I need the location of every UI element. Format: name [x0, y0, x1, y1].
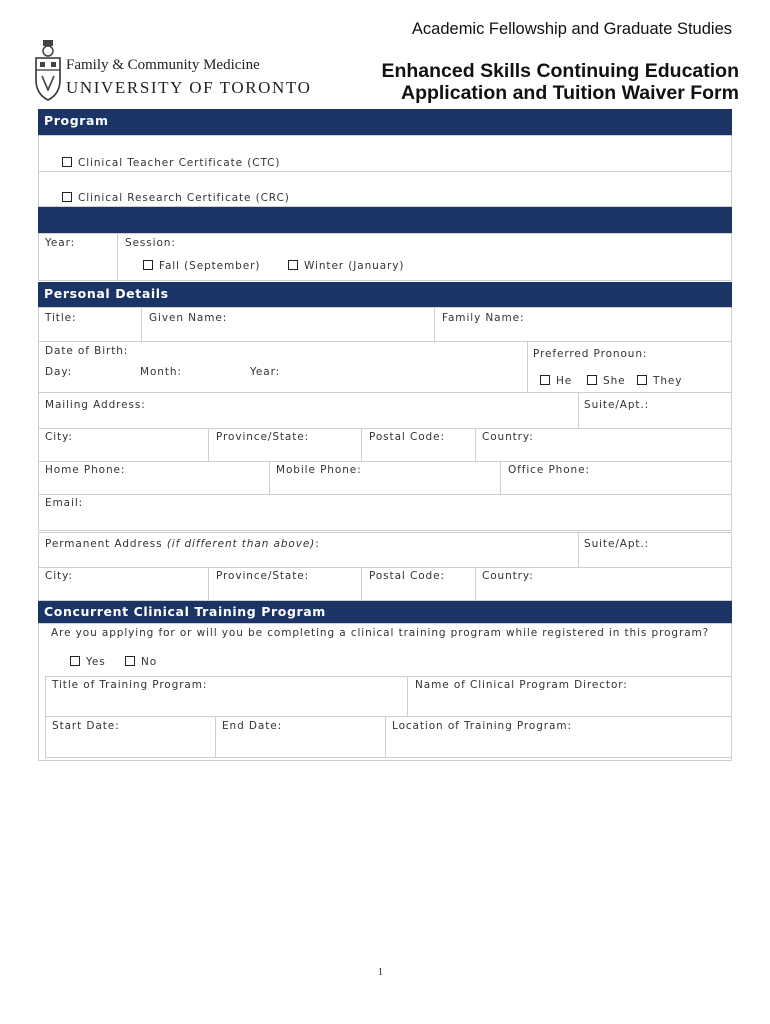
permanent-address-note: (if different than above)	[166, 538, 316, 550]
program-section-header: Program	[38, 109, 732, 135]
permanent-address-text: Permanent Address	[45, 538, 163, 550]
winter-checkbox[interactable]	[288, 260, 404, 272]
page-number: 1	[378, 967, 383, 978]
checkbox-icon	[62, 157, 72, 167]
permanent-suite-label: Suite/Apt.:	[584, 538, 650, 550]
postal-code-label: Postal Code:	[369, 431, 445, 443]
pronoun-he-label: He	[556, 375, 573, 387]
checkbox-icon	[62, 192, 72, 202]
program-divider-bar	[38, 207, 732, 233]
checkbox-icon	[637, 375, 647, 385]
pronoun-she-label: She	[603, 375, 626, 387]
concurrent-yes-label: Yes	[86, 656, 106, 668]
email-field[interactable]	[38, 494, 732, 531]
permanent-postal-label: Postal Code:	[369, 570, 445, 582]
pronoun-they-checkbox[interactable]	[637, 375, 682, 387]
office-phone-label: Office Phone:	[508, 464, 590, 476]
province-label: Province/State:	[216, 431, 310, 443]
form-title	[360, 60, 739, 104]
fall-label: Fall (September)	[159, 260, 261, 272]
end-date-label: End Date:	[222, 720, 283, 732]
crc-label: Clinical Research Certificate (CRC)	[78, 192, 290, 204]
permanent-address-colon: :	[315, 538, 320, 550]
checkbox-icon	[288, 260, 298, 270]
concurrent-question: Are you applying for or will you be completing a clinical training program while registered in this program?	[51, 627, 710, 639]
program-director-label: Name of Clinical Program Director:	[415, 679, 628, 691]
dob-year-label: Year:	[250, 366, 281, 378]
concurrent-no-label: No	[141, 656, 158, 668]
checkbox-icon	[540, 375, 550, 385]
given-name-label: Given Name:	[149, 312, 228, 324]
logo-university-text: UNIVERSITY OF TORONTO	[66, 78, 312, 97]
family-name-label: Family Name:	[442, 312, 525, 324]
mailing-address-label: Mailing Address:	[45, 399, 146, 411]
email-label: Email:	[45, 497, 84, 509]
day-label: Day:	[45, 366, 73, 378]
year-label: Year:	[45, 237, 76, 249]
winter-label: Winter (January)	[304, 260, 405, 272]
concurrent-yes-checkbox[interactable]	[70, 656, 106, 668]
department-heading: Academic Fellowship and Graduate Studies	[411, 20, 732, 38]
mailing-suite-label: Suite/Apt.:	[584, 399, 650, 411]
concurrent-no-checkbox[interactable]	[125, 656, 157, 668]
ctc-label: Clinical Teacher Certificate (CTC)	[78, 157, 281, 169]
title-label: Title:	[45, 312, 77, 324]
permanent-country-label: Country:	[482, 570, 534, 582]
university-crest-icon	[34, 40, 62, 102]
start-date-label: Start Date:	[52, 720, 120, 732]
pronoun-they-label: They	[653, 375, 683, 387]
training-location-label: Location of Training Program:	[392, 720, 572, 732]
crc-checkbox[interactable]	[62, 192, 290, 204]
session-label: Session:	[125, 237, 176, 249]
dob-label: Date of Birth:	[45, 345, 129, 357]
pronoun-he-checkbox[interactable]	[540, 375, 572, 387]
checkbox-icon	[125, 656, 135, 666]
mobile-phone-label: Mobile Phone:	[276, 464, 362, 476]
checkbox-icon	[143, 260, 153, 270]
pronoun-label: Preferred Pronoun:	[533, 348, 648, 360]
home-phone-label: Home Phone:	[45, 464, 126, 476]
checkbox-icon	[70, 656, 80, 666]
month-label: Month:	[140, 366, 182, 378]
pronoun-she-checkbox[interactable]	[587, 375, 625, 387]
permanent-city-label: City:	[45, 570, 73, 582]
form-title-line2: Application and Tuition Waiver Form	[400, 82, 739, 104]
form-title-line1: Enhanced Skills Continuing Education	[381, 60, 739, 82]
country-label: Country:	[482, 431, 534, 443]
session-field	[117, 233, 732, 281]
fall-checkbox[interactable]	[143, 260, 260, 272]
permanent-address-label	[45, 538, 320, 550]
concurrent-training-header: Concurrent Clinical Training Program	[38, 601, 732, 623]
logo-department-text: Family & Community Medicine	[66, 57, 260, 73]
personal-details-header: Personal Details	[38, 282, 732, 307]
city-label: City:	[45, 431, 73, 443]
training-title-label: Title of Training Program:	[52, 679, 208, 691]
permanent-province-label: Province/State:	[216, 570, 310, 582]
checkbox-icon	[587, 375, 597, 385]
ctc-checkbox[interactable]	[62, 157, 280, 169]
